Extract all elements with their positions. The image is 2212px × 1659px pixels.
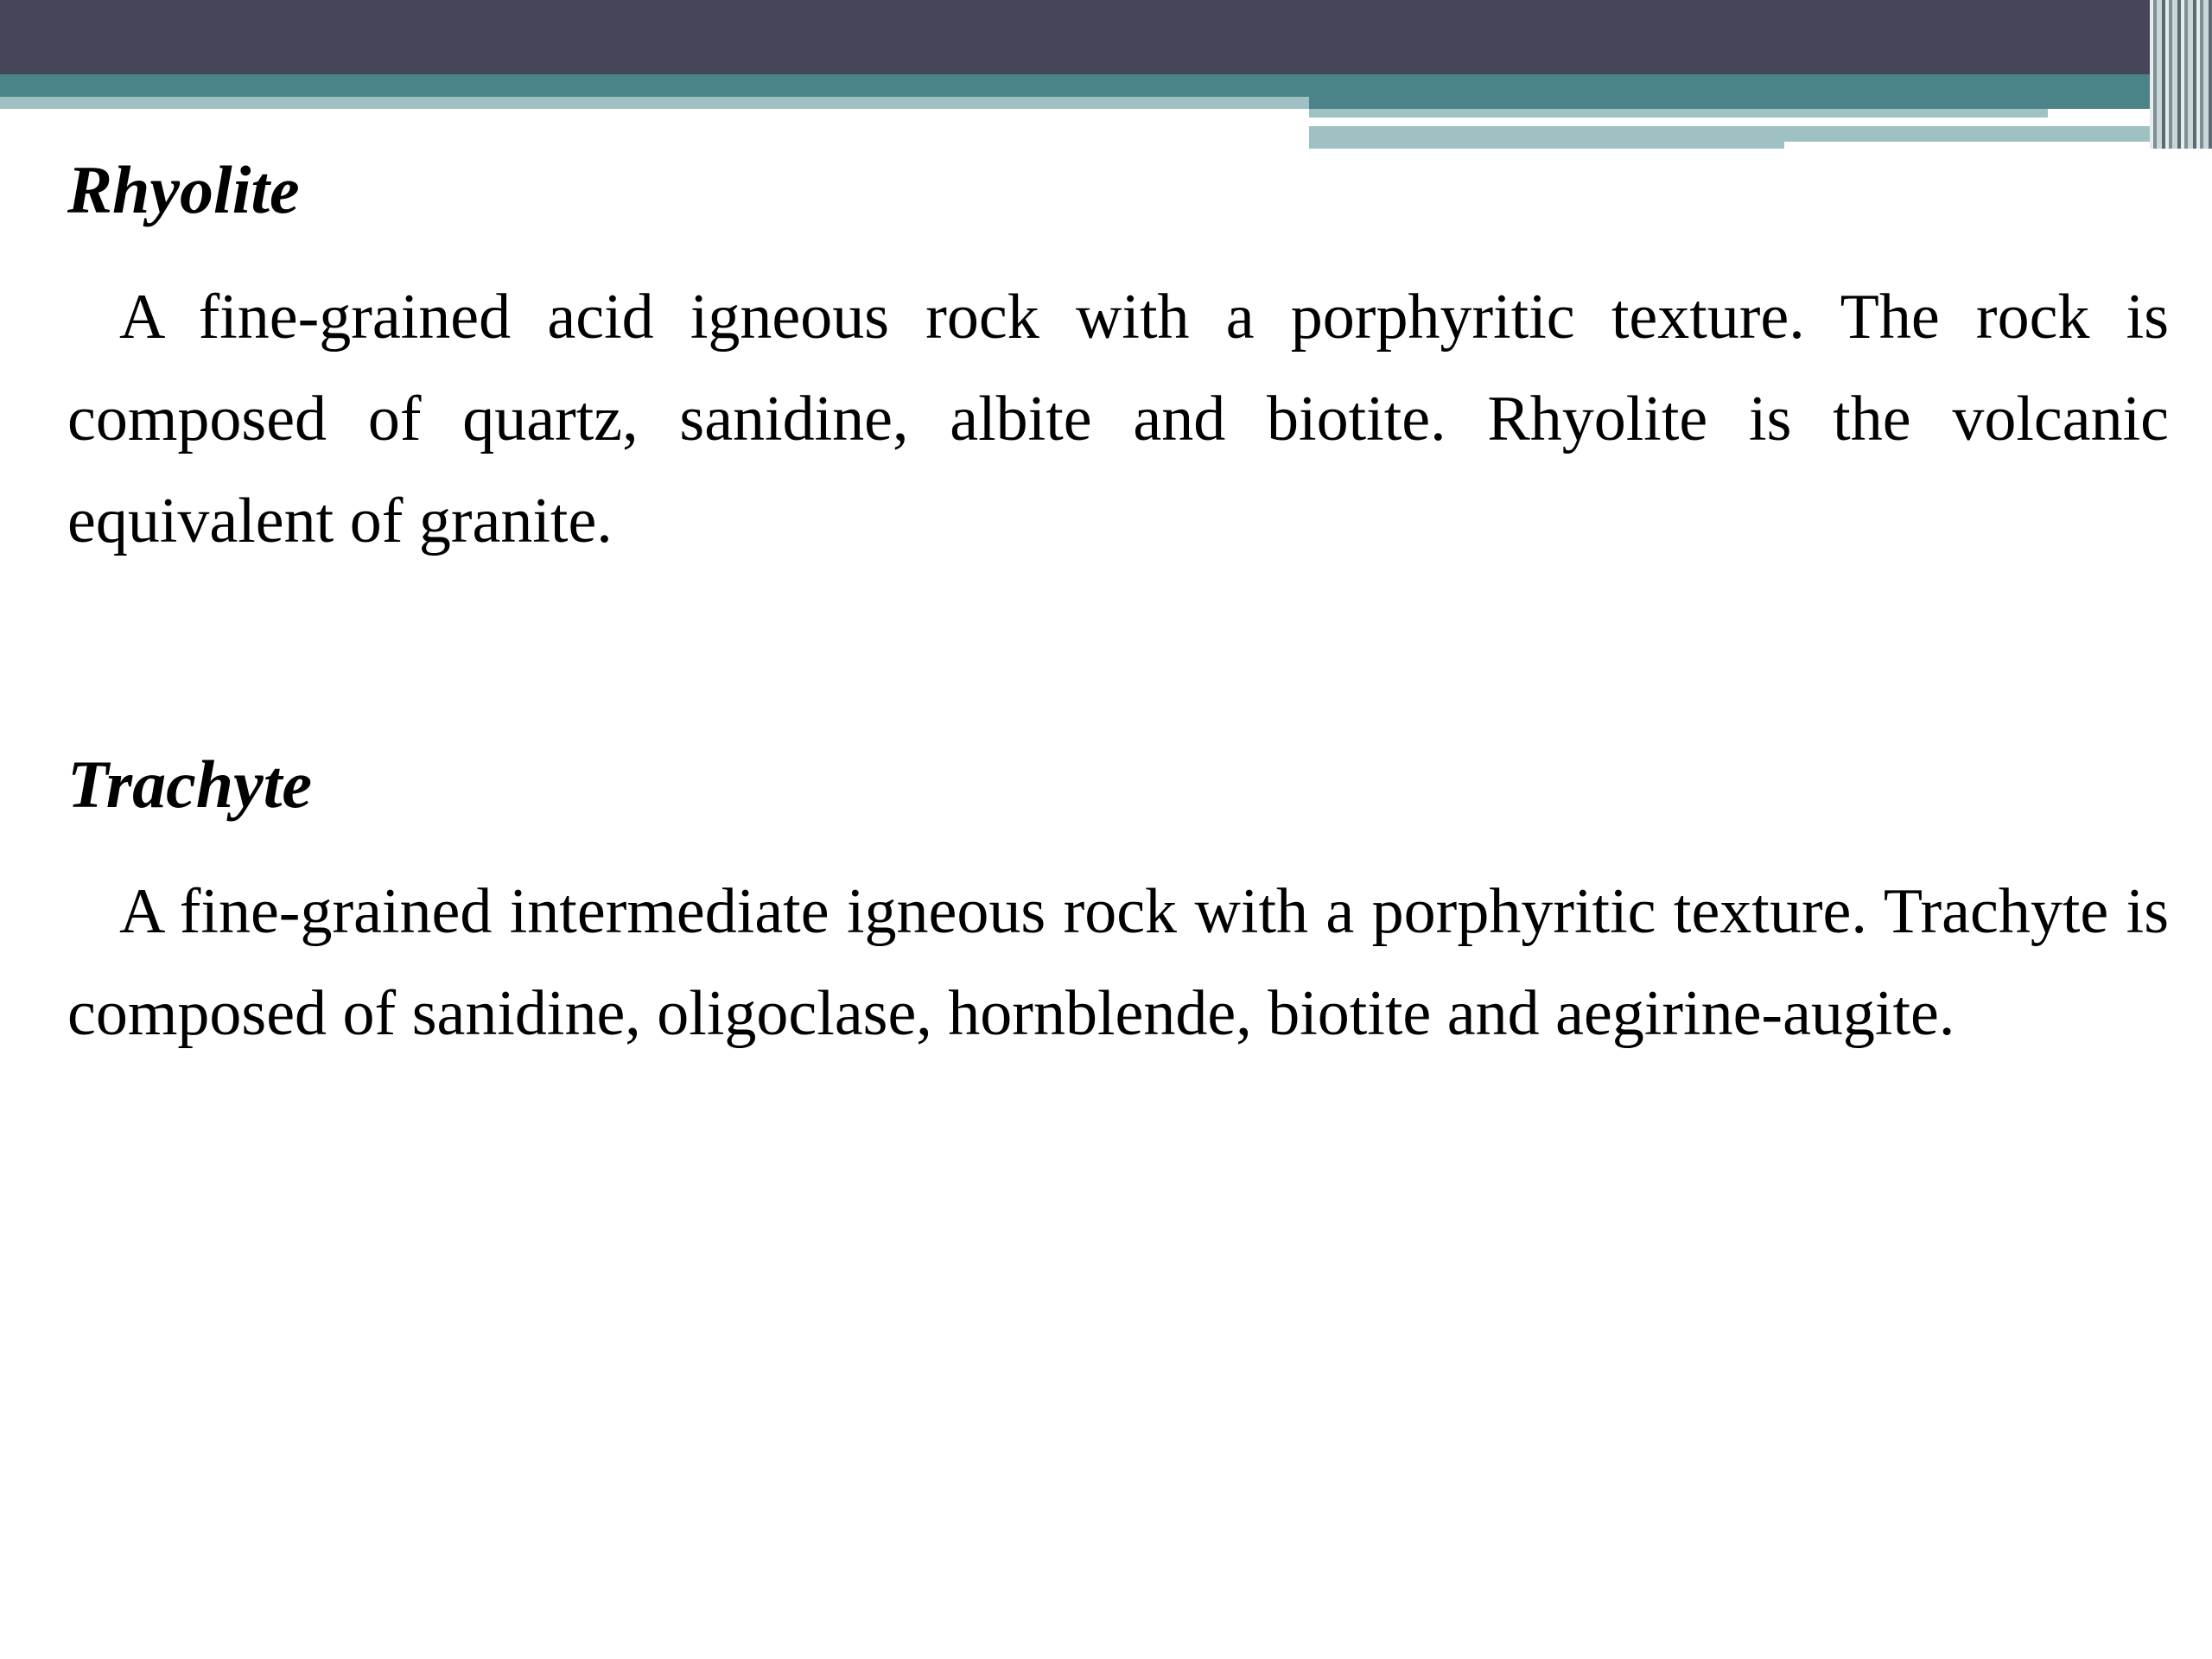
section-rhyolite: [67, 147, 2169, 572]
header-teal-band-right: [1309, 97, 2212, 109]
section-body: A fine-grained intermediate igneous rock with a porphyritic texture. Trachyte is composed of sanidine, oligoclase, hornblende, biotite and aegirine-augite.: [67, 876, 2169, 1049]
header-light-band-left: [0, 97, 1309, 109]
header-white-line: [1309, 118, 2048, 126]
header-dark-band: [0, 0, 2212, 74]
section-trachyte: [67, 741, 2169, 1065]
slide-content: [67, 147, 2169, 1065]
section-body: A fine-grained acid igneous rock with a porphyritic texture. The rock is composed of quartz, sanidine, albite and biotite. Rhyolite is the volcanic equivalent of granite.: [67, 282, 2169, 556]
section-heading: Rhyolite: [67, 152, 300, 227]
header-light-band-right-lower: [1309, 126, 2212, 142]
header-light-band-right: [1309, 109, 2048, 118]
header-teal-band: [0, 74, 2212, 97]
header-stripes-decoration: [2150, 0, 2212, 149]
section-heading: Trachyte: [67, 747, 313, 822]
